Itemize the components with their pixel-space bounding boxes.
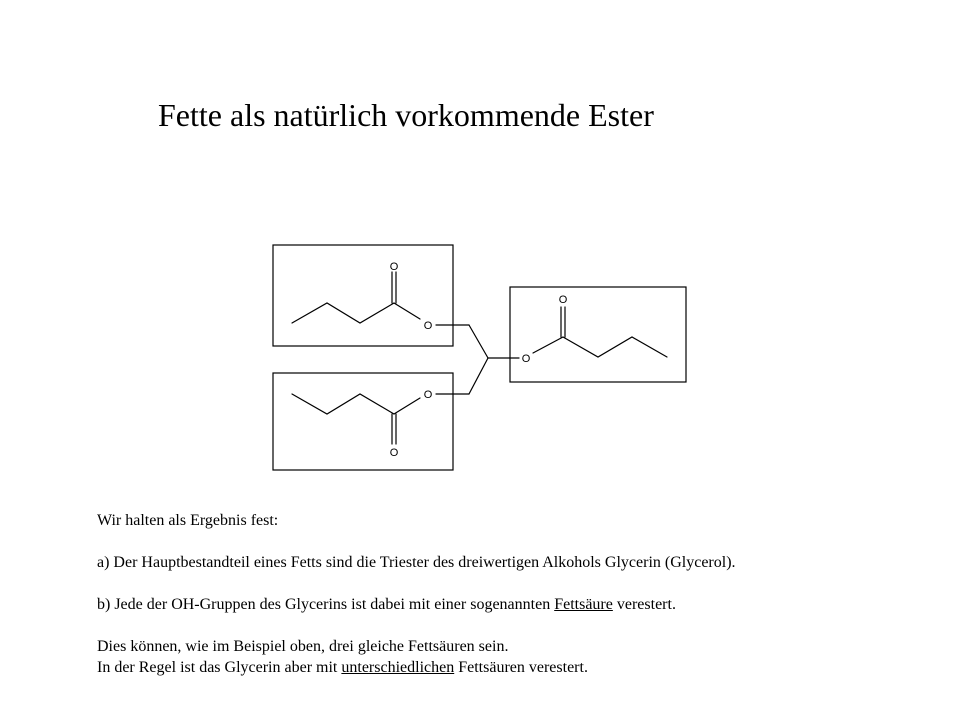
notes-intro: Wir halten als Ergebnis fest:: [97, 512, 279, 529]
bottom-ester-bond: [394, 398, 420, 414]
right-ester-bond: [533, 337, 563, 353]
right-acyl-chain: [563, 337, 667, 357]
top-acyl-chain: [292, 303, 394, 323]
fatty-acid-box-bottom: [273, 373, 453, 470]
term-fettsaeure: Fettsäure: [554, 596, 613, 613]
fatty-acid-box-right: [510, 287, 686, 382]
top-ester-bond: [394, 303, 420, 319]
atom-label-right-ester-o: O: [521, 353, 531, 365]
notes-point-d-suffix: Fettsäuren verestert.: [458, 659, 588, 676]
backbone-lower-bond: [469, 358, 488, 394]
backbone-upper-bond: [469, 325, 488, 358]
atom-label-top-ester-o: O: [423, 320, 433, 332]
notes-point-b-suffix: verestert.: [616, 596, 676, 613]
atom-label-bottom-carbonyl-o: O: [389, 447, 399, 459]
notes-point-b: [97, 594, 736, 615]
page-title: Fette als natürlich vorkommende Ester: [158, 97, 654, 133]
notes-point-b-prefix: b) Jede der OH-Gruppen des Glycerins ist dabei mit einer sogenannten: [97, 596, 551, 613]
notes-block: [97, 510, 736, 678]
atom-label-top-carbonyl-o: O: [389, 261, 399, 273]
term-unterschiedlichen: unterschiedlichen: [341, 659, 455, 676]
notes-point-d-prefix: In der Regel ist das Glycerin aber mit: [97, 659, 338, 676]
notes-point-a: a) Der Hauptbestandteil eines Fetts sind die Triester des dreiwertigen Alkohols Glycerin (Glycerol).: [97, 554, 736, 571]
bottom-acyl-chain: [292, 394, 394, 414]
atom-label-right-carbonyl-o: O: [558, 294, 568, 306]
atom-label-bottom-ester-o: O: [423, 389, 433, 401]
notes-point-c: Dies können, wie im Beispiel oben, drei gleiche Fettsäuren sein.: [97, 638, 509, 655]
notes-point-d: [97, 657, 736, 678]
